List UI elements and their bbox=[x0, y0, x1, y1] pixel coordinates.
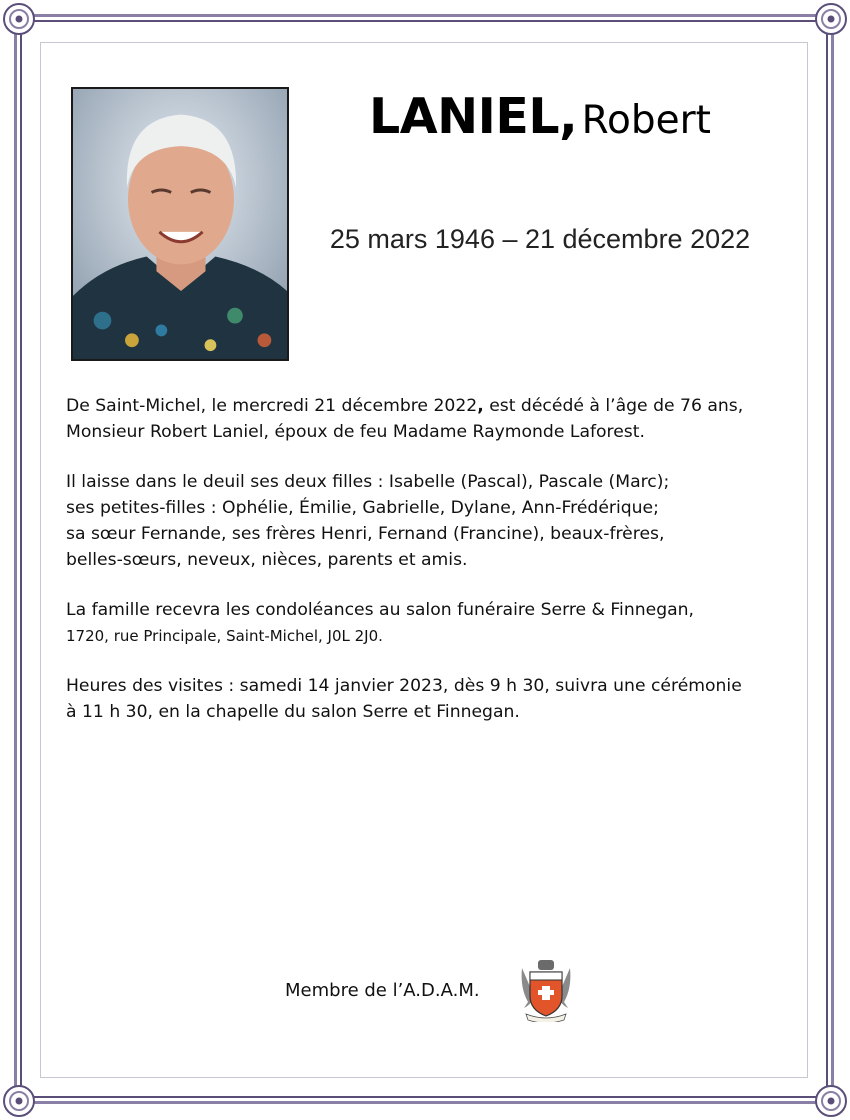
adam-crest-icon bbox=[518, 958, 574, 1022]
corner-ornament-icon bbox=[2, 1084, 36, 1118]
deceased-name bbox=[300, 88, 780, 145]
text-span: De Saint-Michel, le mercredi 21 décembre 2022 bbox=[66, 396, 478, 416]
membership-text: Membre de l’A.D.A.M. bbox=[285, 980, 480, 1001]
paragraph-visiting-hours bbox=[66, 673, 796, 725]
portrait-photo bbox=[71, 87, 289, 361]
text-line: Heures des visites : samedi 14 janvier 2023, dès 9 h 30, suivra une cérémonie bbox=[66, 676, 742, 696]
text-line bbox=[66, 393, 796, 419]
paragraph-death-notice bbox=[66, 393, 796, 445]
paragraph-family bbox=[66, 469, 796, 573]
corner-ornament-icon bbox=[2, 2, 36, 36]
text-line: La famille recevra les condoléances au salon funéraire Serre & Finnegan, bbox=[66, 600, 694, 620]
paragraph-condolences bbox=[66, 597, 796, 649]
text-line: Il laisse dans le deuil ses deux filles : Isabelle (Pascal), Pascale (Marc); bbox=[66, 472, 670, 492]
text-line: sa sœur Fernande, ses frères Henri, Fernand (Francine), beaux-frères, bbox=[66, 524, 665, 544]
corner-ornament-icon bbox=[814, 1084, 848, 1118]
text-line: à 11 h 30, en la chapelle du salon Serre et Finnegan. bbox=[66, 702, 520, 722]
given-name: Robert bbox=[581, 98, 711, 143]
text-line: belles-sœurs, neveux, nièces, parents et amis. bbox=[66, 550, 468, 570]
obituary-text bbox=[66, 393, 796, 749]
address-line: 1720, rue Principale, Saint-Michel, J0L 2J0. bbox=[66, 627, 383, 645]
text-line: Monsieur Robert Laniel, époux de feu Madame Raymonde Laforest. bbox=[66, 422, 645, 442]
text-line: ses petites-filles : Ophélie, Émilie, Gabrielle, Dylane, Ann-Frédérique; bbox=[66, 498, 659, 518]
text-span: , bbox=[477, 396, 484, 416]
life-dates: 25 mars 1946 – 21 décembre 2022 bbox=[329, 224, 751, 254]
surname: LANIEL, bbox=[369, 88, 578, 145]
corner-ornament-icon bbox=[814, 2, 848, 36]
text-span: est décédé à l’âge de 76 ans, bbox=[483, 396, 744, 416]
